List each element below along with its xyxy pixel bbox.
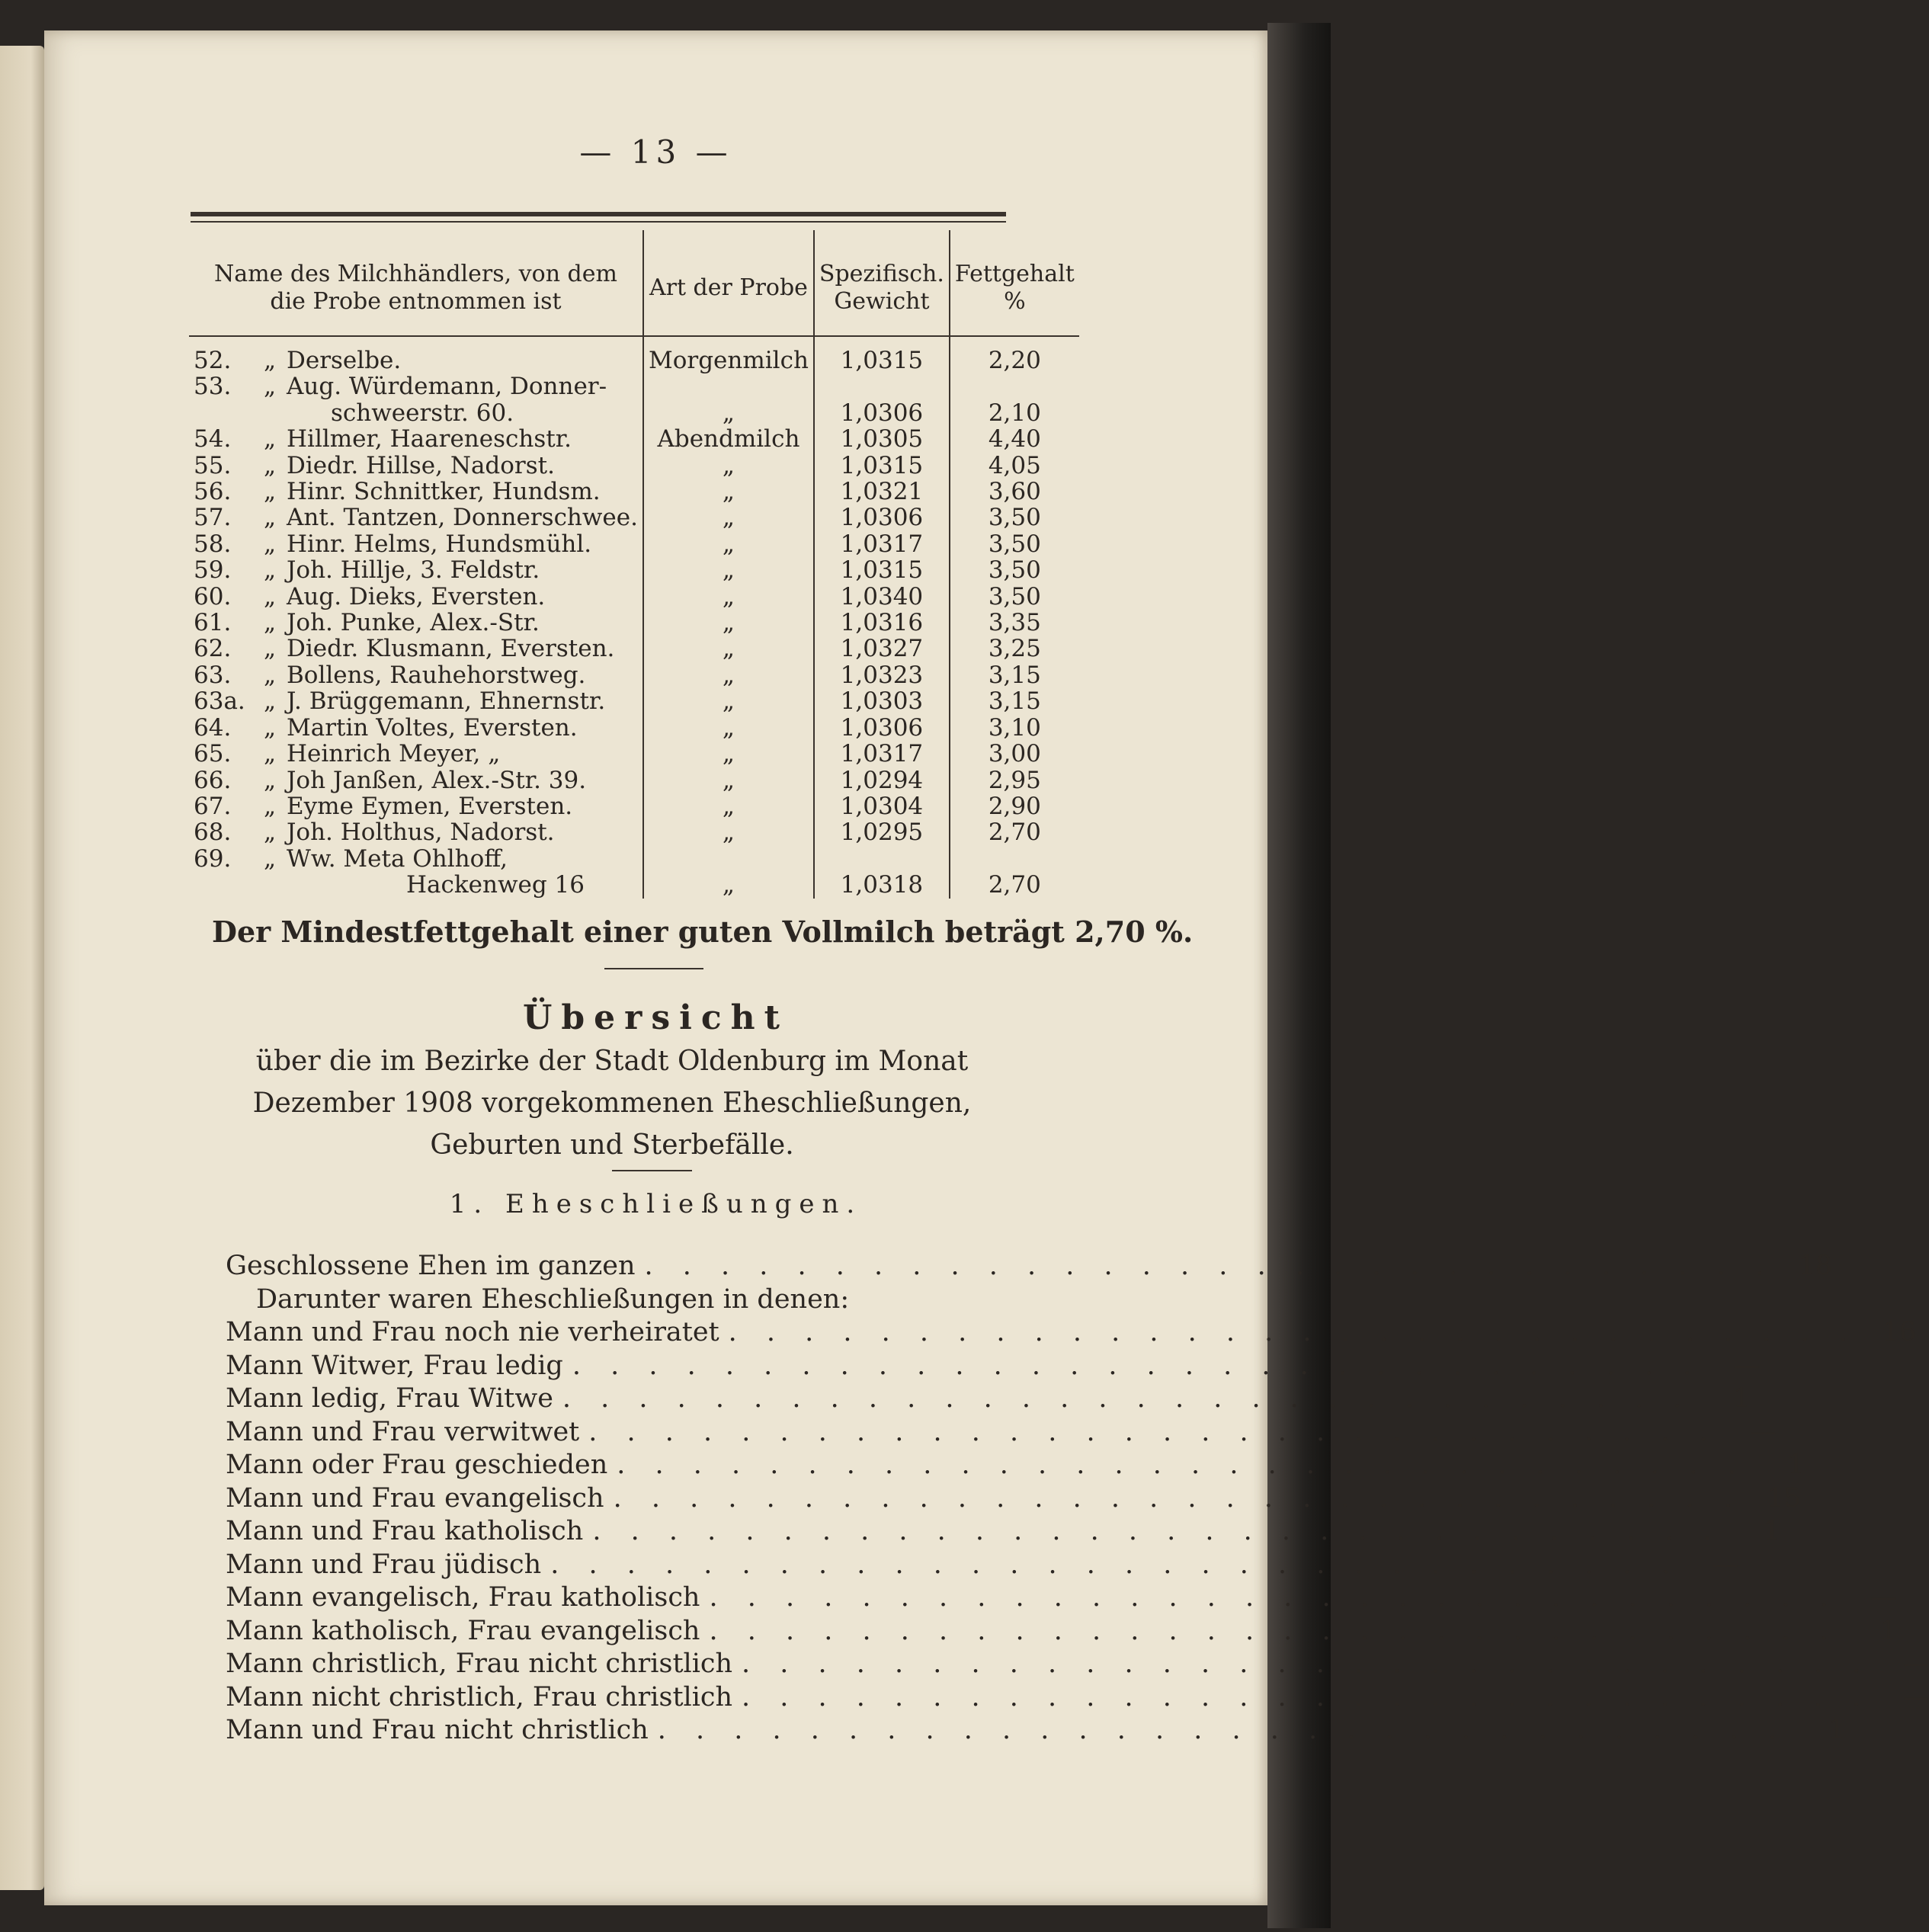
leader-dots: . . . . . . . . . . . . . . . . . . . . . . . . . . . . . .	[728, 1317, 1859, 1347]
cell-art: „	[643, 767, 814, 793]
cell-art: „	[643, 793, 814, 819]
list-item	[226, 1383, 1751, 1416]
leader-dots: . . . . . . . . . . . . . . . . . . . . . . . . . . . . . .	[657, 1715, 1788, 1745]
conclusion-text: Der Mindestfettgehalt einer guten Vollmilch beträgt 2,70 %.	[212, 915, 1194, 949]
table-body	[189, 336, 1079, 899]
cell-spez: 1,0317	[814, 531, 950, 557]
cell-fett: 2,70	[950, 846, 1079, 899]
row-number: 68.	[194, 819, 232, 847]
list-item-value: 1	[1733, 1383, 1751, 1414]
list-item	[226, 1515, 1780, 1549]
row-number: 59.	[194, 556, 232, 585]
list-item-label: Mann und Frau jüdisch	[226, 1549, 542, 1580]
table-row	[189, 688, 1079, 714]
cell-name	[189, 662, 643, 688]
book-page	[44, 30, 1929, 1905]
list-item-label: Mann nicht christlich, Frau christlich	[226, 1681, 733, 1713]
cell-spez: 1,0327	[814, 636, 950, 662]
cell-art: „	[643, 373, 814, 426]
ditto-mark: „	[263, 478, 277, 506]
cell-spez: 1,0306	[814, 715, 950, 741]
table-row	[189, 819, 1079, 845]
list-item	[226, 1714, 1846, 1748]
ditto-mark: „	[263, 844, 277, 873]
table-row	[189, 373, 1079, 426]
cell-spez: 1,0318	[814, 846, 950, 899]
list-item-value: 1	[1763, 1516, 1780, 1546]
ditto-mark: „	[263, 556, 277, 585]
cell-art: „	[643, 715, 814, 741]
cell-fett: 2,10	[950, 373, 1079, 426]
list-item-label: Mann und Frau nicht christlich	[226, 1715, 649, 1745]
cell-fett: 4,40	[950, 426, 1079, 452]
ditto-mark: „	[263, 373, 277, 401]
row-number: 64.	[194, 713, 232, 742]
cell-art: Abendmilch	[643, 426, 814, 452]
dealer-name: Joh. Holthus, Nadorst.	[287, 819, 555, 847]
table-row	[189, 715, 1079, 741]
cell-art: „	[643, 688, 814, 714]
list-item-value: 16	[1882, 1317, 1917, 1347]
cell-art: Morgenmilch	[643, 336, 814, 373]
row-number: 55.	[194, 451, 232, 479]
row-number: 63a.	[194, 687, 245, 716]
table-row	[189, 793, 1079, 819]
cell-fett: 3,00	[950, 741, 1079, 767]
dealer-name: Ww. Meta Ohlhoff,	[287, 844, 508, 873]
list-item	[226, 1549, 1738, 1582]
list-item	[226, 1316, 1917, 1350]
list-item	[226, 1449, 1805, 1482]
list-item-label: Mann und Frau evangelisch	[226, 1482, 604, 1514]
header-spez: Spezifisch. Gewicht	[814, 230, 950, 336]
ditto-mark: „	[263, 635, 277, 663]
list-item	[226, 1615, 1897, 1648]
dealer-name-continued: schweerstr. 60.	[331, 399, 514, 427]
cell-spez: 1,0295	[814, 819, 950, 845]
table-row	[189, 557, 1079, 583]
list-item-label: Mann evangelisch, Frau katholisch	[226, 1582, 700, 1613]
row-number: 65.	[194, 740, 232, 768]
cell-fett: 3,15	[950, 662, 1079, 688]
cell-fett: 3,50	[950, 531, 1079, 557]
cell-art: „	[643, 505, 814, 530]
cell-spez: 1,0315	[814, 453, 950, 479]
table-row	[189, 479, 1079, 505]
table-top-rule-thin	[191, 221, 1006, 223]
row-number: 56.	[194, 478, 232, 506]
overview-title: Übersicht	[523, 998, 789, 1037]
cell-art: „	[643, 453, 814, 479]
row-number: 62.	[194, 635, 232, 663]
list-item	[226, 1581, 1897, 1615]
row-number: 58.	[194, 530, 232, 558]
subtitle-line: Geburten und Sterbefälle.	[430, 1129, 794, 1161]
list-item-value: 1	[1787, 1450, 1805, 1480]
cell-fett: 2,90	[950, 793, 1079, 819]
header-fett: Fettgehalt %	[950, 230, 1079, 336]
leader-dots: . . . . . . . . . . . . . . . . . . . . . . . . . . . . . .	[644, 1251, 1774, 1281]
table-row	[189, 610, 1079, 636]
subtitle-line: Dezember 1908 vorgekommenen Eheschließungen,	[252, 1088, 972, 1119]
cell-art: „	[643, 741, 814, 767]
list-item	[226, 1681, 1929, 1715]
cell-fett: 2,70	[950, 819, 1079, 845]
list-item-label: Geschlossene Ehen im ganzen	[226, 1251, 636, 1281]
cell-fett: 4,05	[950, 453, 1079, 479]
list-item-value: —	[1902, 1648, 1929, 1679]
leader-dots: . . . . . . . . . . . . . . . . . . . . . . . . . . . . . .	[562, 1383, 1693, 1414]
cell-spez: 1,0340	[814, 584, 950, 610]
cell-name	[189, 636, 643, 662]
table-header-row	[189, 230, 1079, 336]
list-item-value: —	[1902, 1681, 1929, 1713]
row-number: 66.	[194, 766, 232, 794]
leader-dots: . . . . . . . . . . . . . . . . . . . . . . . . . . . . . .	[550, 1549, 1681, 1580]
ditto-mark: „	[263, 766, 277, 794]
table-row	[189, 767, 1079, 793]
dealer-name: Ant. Tantzen, Donnerschwee.	[287, 504, 638, 532]
ditto-mark: „	[263, 451, 277, 479]
list-item-label: Darunter waren Eheschließungen in denen:	[256, 1283, 850, 1315]
dealer-name: Aug. Dieks, Eversten.	[287, 582, 546, 610]
list-item	[226, 1648, 1929, 1681]
leader-dots: . . . . . . . . . . . . . . . . . . . . . . . . . . . . . .	[617, 1450, 1747, 1480]
row-number: 53.	[194, 373, 232, 401]
cell-name	[189, 479, 643, 505]
cell-spez: 1,0303	[814, 688, 950, 714]
cell-name	[189, 505, 643, 530]
dealer-name: Eyme Eymen, Eversten.	[287, 792, 573, 820]
list-item-label: Mann ledig, Frau Witwe	[226, 1383, 553, 1414]
cell-name	[189, 584, 643, 610]
cell-spez: 1,0323	[814, 662, 950, 688]
dealer-name: Derselbe.	[287, 347, 402, 374]
list-item-label: Mann christlich, Frau nicht christlich	[226, 1648, 733, 1679]
ditto-mark: „	[263, 530, 277, 558]
divider-rule	[612, 1170, 692, 1171]
leader-dots: . . . . . . . . . . . . . . . . . . . . . . . . . . . . . .	[572, 1350, 1703, 1381]
list-item	[226, 1350, 1761, 1383]
ditto-mark: „	[263, 347, 277, 374]
cell-name	[189, 426, 643, 452]
table-row	[189, 531, 1079, 557]
dealer-name: Hinr. Schnittker, Hundsm.	[287, 478, 601, 506]
cell-name	[189, 610, 643, 636]
table-row	[189, 741, 1079, 767]
list-item-value: 15	[1767, 1482, 1801, 1514]
list-item-value: —	[1870, 1582, 1897, 1613]
list-item-value: —	[1711, 1549, 1738, 1580]
ditto-mark: „	[263, 582, 277, 610]
cell-art: „	[643, 846, 814, 899]
leader-dots: . . . . . . . . . . . . . . . . . . . . . . . . . . . . . .	[592, 1516, 1722, 1546]
cell-name	[189, 715, 643, 741]
cell-art: „	[643, 531, 814, 557]
list-item-label: Mann und Frau noch nie verheiratet	[226, 1317, 719, 1347]
cell-fett: 3,50	[950, 505, 1079, 530]
cell-fett: 3,50	[950, 584, 1079, 610]
dealer-name: Hillmer, Haareneschstr.	[287, 425, 572, 453]
list-item-value: 1	[1828, 1715, 1846, 1745]
row-number: 69.	[194, 844, 232, 873]
marriage-list	[226, 1250, 1929, 1748]
ditto-mark: „	[263, 687, 277, 716]
ditto-mark: „	[263, 661, 277, 689]
dealer-name: Heinrich Meyer, „	[287, 740, 501, 768]
cell-name	[189, 793, 643, 819]
table-row	[189, 584, 1079, 610]
cell-art: „	[643, 557, 814, 583]
ditto-mark: „	[263, 792, 277, 820]
row-number: 57.	[194, 504, 232, 532]
list-item	[226, 1250, 1832, 1283]
cell-spez: 1,0304	[814, 793, 950, 819]
cell-name	[189, 688, 643, 714]
cell-spez: 1,0317	[814, 741, 950, 767]
cell-spez: 1,0321	[814, 479, 950, 505]
ditto-mark: „	[263, 740, 277, 768]
table-row	[189, 426, 1079, 452]
milk-sample-table	[189, 230, 1079, 899]
cell-fett: 3,10	[950, 715, 1079, 741]
cell-art: „	[643, 610, 814, 636]
cell-fett: 3,15	[950, 688, 1079, 714]
dealer-name: Joh Janßen, Alex.-Str. 39.	[287, 766, 587, 794]
list-item-value: 1	[1879, 1615, 1897, 1646]
list-item	[226, 1283, 957, 1317]
cell-spez: 1,0305	[814, 426, 950, 452]
header-name: Name des Milchhändlers, von dem die Probe entnommen ist	[189, 230, 643, 336]
cell-name	[189, 453, 643, 479]
ditto-mark: „	[263, 425, 277, 453]
row-number: 52.	[194, 347, 232, 374]
dealer-name: Hinr. Helms, Hundsmühl.	[287, 530, 592, 558]
table-row	[189, 636, 1079, 662]
row-number: 61.	[194, 609, 232, 637]
row-number: 67.	[194, 792, 232, 820]
cell-fett: 3,25	[950, 636, 1079, 662]
dealer-name: Bollens, Rauhehorstweg.	[287, 661, 586, 689]
cell-spez: 1,0315	[814, 336, 950, 373]
cell-art: „	[643, 636, 814, 662]
list-item-label: Mann und Frau katholisch	[226, 1516, 584, 1546]
list-item-label: Mann und Frau verwitwet	[226, 1416, 580, 1447]
header-art: Art der Probe	[643, 230, 814, 336]
row-number: 63.	[194, 661, 232, 689]
dealer-name: J. Brüggemann, Ehnernstr.	[287, 687, 606, 716]
cell-spez: 1,0316	[814, 610, 950, 636]
cell-name	[189, 336, 643, 373]
dealer-name: Aug. Würdemann, Donner-	[287, 373, 607, 401]
leader-dots: . . . . . . . . . . . . . . . . . . . . . . . . . . . . . .	[709, 1615, 1839, 1646]
dealer-name: Joh. Hillje, 3. Feldstr.	[287, 556, 540, 585]
leader-dots: . . . . . . . . . . . . . . . . . . . . . . . . . . . . . .	[709, 1582, 1839, 1613]
cell-name	[189, 846, 643, 899]
cell-spez: 1,0306	[814, 505, 950, 530]
cell-fett: 3,35	[950, 610, 1079, 636]
divider-rule	[604, 968, 703, 969]
row-number: 54.	[194, 425, 232, 453]
dealer-name: Diedr. Hillse, Nadorst.	[287, 451, 555, 479]
table-top-rule	[191, 212, 1006, 216]
ditto-mark: „	[263, 713, 277, 742]
leader-dots: . . . . . . . . . . . . . . . . . . . . . . . . . . . . . .	[613, 1482, 1743, 1514]
dealer-name-continued: Hackenweg 16	[405, 871, 585, 899]
row-number: 60.	[194, 582, 232, 610]
leader-dots: . . . . . . . . . . . . . . . . . . . . . . . . . . . . . .	[742, 1681, 1872, 1713]
table-row	[189, 846, 1079, 899]
list-item	[226, 1482, 1801, 1516]
cell-spez: 1,0315	[814, 557, 950, 583]
cell-name	[189, 373, 643, 426]
cell-spez: 1,0294	[814, 767, 950, 793]
cell-fett: 3,50	[950, 557, 1079, 583]
table-row	[189, 453, 1079, 479]
table-row	[189, 662, 1079, 688]
cell-fett: 2,20	[950, 336, 1079, 373]
cell-spez: 1,0306	[814, 373, 950, 426]
list-item-value: —	[1733, 1350, 1761, 1381]
cell-art: „	[643, 662, 814, 688]
list-item-value: 18	[1798, 1251, 1832, 1281]
subtitle-line: über die im Bezirke der Stadt Oldenburg im Monat	[255, 1046, 969, 1077]
list-item	[226, 1416, 1777, 1450]
list-item-label: Mann katholisch, Frau evangelisch	[226, 1615, 700, 1646]
cell-name	[189, 819, 643, 845]
section-heading: 1. Eheschließungen.	[449, 1189, 863, 1219]
table-row	[189, 505, 1079, 530]
page-number: — 13 —	[579, 133, 732, 171]
cell-fett: 2,95	[950, 767, 1079, 793]
list-item-value: —	[1749, 1416, 1777, 1447]
leader-dots: . . . . . . . . . . . . . . . . . . . . . . . . . . . . . .	[588, 1416, 1719, 1447]
list-item-label: Mann Witwer, Frau ledig	[226, 1350, 563, 1381]
ditto-mark: „	[263, 819, 277, 847]
cell-fett: 3,60	[950, 479, 1079, 505]
cell-art: „	[643, 479, 814, 505]
cell-name	[189, 531, 643, 557]
cell-art: „	[643, 584, 814, 610]
cell-name	[189, 741, 643, 767]
dealer-name: Martin Voltes, Eversten.	[287, 713, 578, 742]
cell-art: „	[643, 819, 814, 845]
dealer-name: Diedr. Klusmann, Eversten.	[287, 635, 615, 663]
overview-subtitle	[189, 1040, 1035, 1166]
cell-name	[189, 557, 643, 583]
dealer-name: Joh. Punke, Alex.-Str.	[287, 609, 540, 637]
left-page-edge	[0, 46, 44, 1890]
leader-dots: . . . . . . . . . . . . . . . . . . . . . . . . . . . . . .	[742, 1648, 1872, 1679]
list-item-label: Mann oder Frau geschieden	[226, 1450, 608, 1480]
ditto-mark: „	[263, 504, 277, 532]
cell-name	[189, 767, 643, 793]
table-row	[189, 336, 1079, 373]
ditto-mark: „	[263, 609, 277, 637]
